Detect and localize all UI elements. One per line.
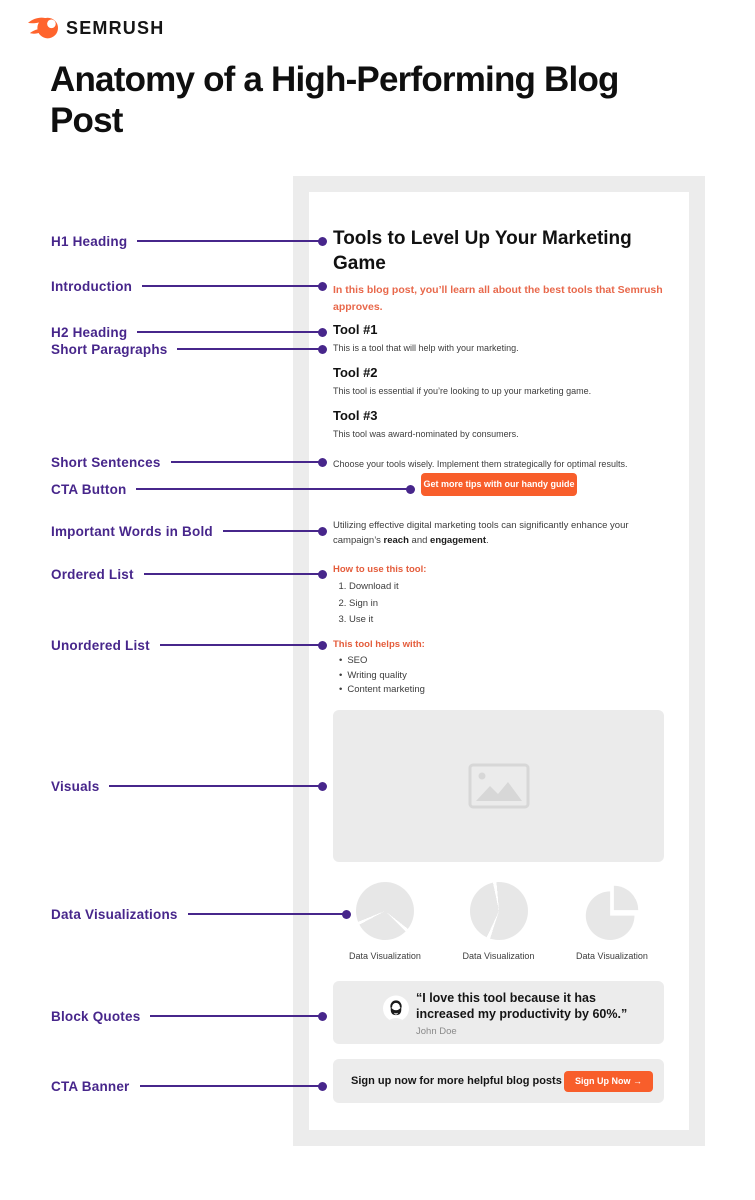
leader-line bbox=[137, 240, 319, 242]
callout-label: Ordered List bbox=[51, 566, 134, 582]
viz-caption: Data Visualization bbox=[462, 951, 535, 962]
leader-line bbox=[109, 785, 319, 787]
leader-line bbox=[188, 913, 343, 915]
pie-chart-icon bbox=[470, 882, 528, 940]
post-paragraph: This tool was award-nominated by consumers. bbox=[333, 428, 519, 439]
leader-line bbox=[142, 285, 319, 287]
leader-line bbox=[177, 348, 319, 350]
callout-data-visualizations bbox=[51, 905, 351, 923]
leader-dot bbox=[318, 782, 327, 791]
callout-h1-heading bbox=[51, 232, 327, 250]
ordered-list bbox=[337, 579, 665, 629]
unordered-list-title: This tool helps with: bbox=[333, 639, 425, 650]
quote-text: “I love this tool because it has increased my productivity by 60%.” bbox=[416, 991, 628, 1022]
quote-body bbox=[416, 990, 654, 1037]
ordered-list-title: How to use this tool: bbox=[333, 564, 427, 576]
semrush-logo bbox=[27, 13, 164, 43]
leader-line bbox=[223, 530, 319, 532]
callout-visuals bbox=[51, 777, 327, 795]
post-paragraph: This is a tool that will help with your marketing. bbox=[333, 342, 519, 353]
callout-h2-heading bbox=[51, 323, 327, 341]
sentence-part: . bbox=[486, 534, 489, 546]
callout-important-words bbox=[51, 522, 327, 540]
callout-cta-button bbox=[51, 480, 415, 498]
leader-dot bbox=[318, 1012, 327, 1021]
sentence-part: and bbox=[408, 534, 431, 546]
leader-dot bbox=[342, 910, 351, 919]
leader-line bbox=[150, 1015, 319, 1017]
leader-dot bbox=[318, 237, 327, 246]
post-paragraph: This tool is essential if you’re looking to up your marketing game. bbox=[333, 385, 592, 396]
bold-word: reach bbox=[383, 534, 409, 546]
post-h2-heading: Tool #3 bbox=[333, 407, 378, 423]
data-visualizations-row bbox=[333, 882, 664, 961]
image-placeholder-icon bbox=[468, 763, 530, 809]
image-placeholder bbox=[333, 710, 664, 862]
viz-caption: Data Visualization bbox=[349, 951, 421, 962]
callout-cta-banner bbox=[51, 1077, 327, 1095]
leader-dot bbox=[318, 570, 327, 579]
cta-banner bbox=[333, 1059, 664, 1103]
callout-label: Short Paragraphs bbox=[51, 341, 168, 357]
callout-label: Unordered List bbox=[51, 637, 150, 653]
data-visualization bbox=[560, 882, 664, 961]
pie-chart-icon bbox=[581, 882, 643, 940]
viz-caption: Data Visualization bbox=[576, 951, 648, 962]
leader-dot bbox=[318, 282, 327, 291]
callout-label: CTA Banner bbox=[51, 1078, 130, 1094]
leader-line bbox=[136, 488, 407, 490]
callout-label: CTA Button bbox=[51, 481, 127, 497]
unordered-list-item: • Content marketing bbox=[339, 683, 665, 698]
post-bold-words-sentence bbox=[333, 518, 665, 548]
callout-label: Introduction bbox=[51, 278, 133, 294]
bold-word: engagement bbox=[430, 534, 486, 546]
leader-dot bbox=[318, 527, 327, 536]
leader-line bbox=[144, 573, 319, 575]
brand-name: SEMRUSH bbox=[66, 17, 165, 38]
semrush-flame-icon bbox=[27, 13, 59, 43]
post-introduction: In this blog post, you’ll learn all about the best tools that Semrush approves. bbox=[333, 284, 663, 313]
unordered-list-item: • Writing quality bbox=[339, 669, 665, 684]
leader-line bbox=[171, 461, 319, 463]
quote-author: John Doe bbox=[416, 1025, 457, 1037]
leader-line bbox=[137, 331, 319, 333]
unordered-list-item: • SEO bbox=[339, 654, 665, 669]
callout-label: Block Quotes bbox=[51, 1008, 141, 1024]
callout-introduction bbox=[51, 277, 327, 295]
callout-label: Data Visualizations bbox=[51, 906, 178, 922]
blog-post-mockup bbox=[293, 176, 705, 1146]
callout-label: Important Words in Bold bbox=[51, 523, 213, 539]
blog-post-content bbox=[309, 192, 689, 1130]
post-sections bbox=[333, 322, 665, 439]
ordered-list-item: 3. Use it bbox=[349, 612, 665, 629]
callout-short-sentences bbox=[51, 453, 327, 471]
page-title: Anatomy of a High-Performing Blog Post bbox=[50, 60, 619, 141]
leader-dot bbox=[318, 458, 327, 467]
ordered-list-item: 1. Download it bbox=[349, 579, 665, 596]
leader-dot bbox=[318, 328, 327, 337]
leader-line bbox=[140, 1085, 319, 1087]
callout-label: H1 Heading bbox=[51, 233, 128, 249]
callout-label: Short Sentences bbox=[51, 454, 161, 470]
leader-dot bbox=[406, 485, 415, 494]
cta-banner-text: Sign up now for more helpful blog posts bbox=[351, 1075, 562, 1088]
block-quote bbox=[333, 981, 664, 1044]
leader-dot bbox=[318, 1082, 327, 1091]
callout-short-paragraphs bbox=[51, 340, 327, 358]
leader-dot bbox=[318, 345, 327, 354]
sentence-part: Utilizing effective digital marketing tools can significantly enhance your campaign’s bbox=[333, 519, 629, 546]
cta-button[interactable]: Get more tips with our handy guide bbox=[421, 473, 577, 496]
avatar bbox=[383, 990, 409, 1027]
leader-dot bbox=[318, 641, 327, 650]
data-visualization bbox=[447, 882, 551, 961]
post-h1-heading: Tools to Level Up Your Marketing Game bbox=[333, 228, 632, 275]
callout-ordered-list bbox=[51, 565, 327, 583]
post-short-sentences: Choose your tools wisely. Implement them strategically for optimal results. bbox=[333, 458, 628, 469]
pie-chart-icon bbox=[356, 882, 414, 940]
unordered-list bbox=[339, 654, 665, 698]
callout-label: H2 Heading bbox=[51, 324, 128, 340]
post-h2-heading: Tool #2 bbox=[333, 364, 378, 380]
callout-block-quotes bbox=[51, 1007, 327, 1025]
leader-line bbox=[160, 644, 319, 646]
sign-up-button[interactable]: Sign Up Now → bbox=[564, 1071, 653, 1092]
post-h2-heading: Tool #1 bbox=[333, 321, 378, 337]
callout-unordered-list bbox=[51, 636, 327, 654]
ordered-list-item: 2. Sign in bbox=[349, 596, 665, 613]
callout-label: Visuals bbox=[51, 778, 100, 794]
